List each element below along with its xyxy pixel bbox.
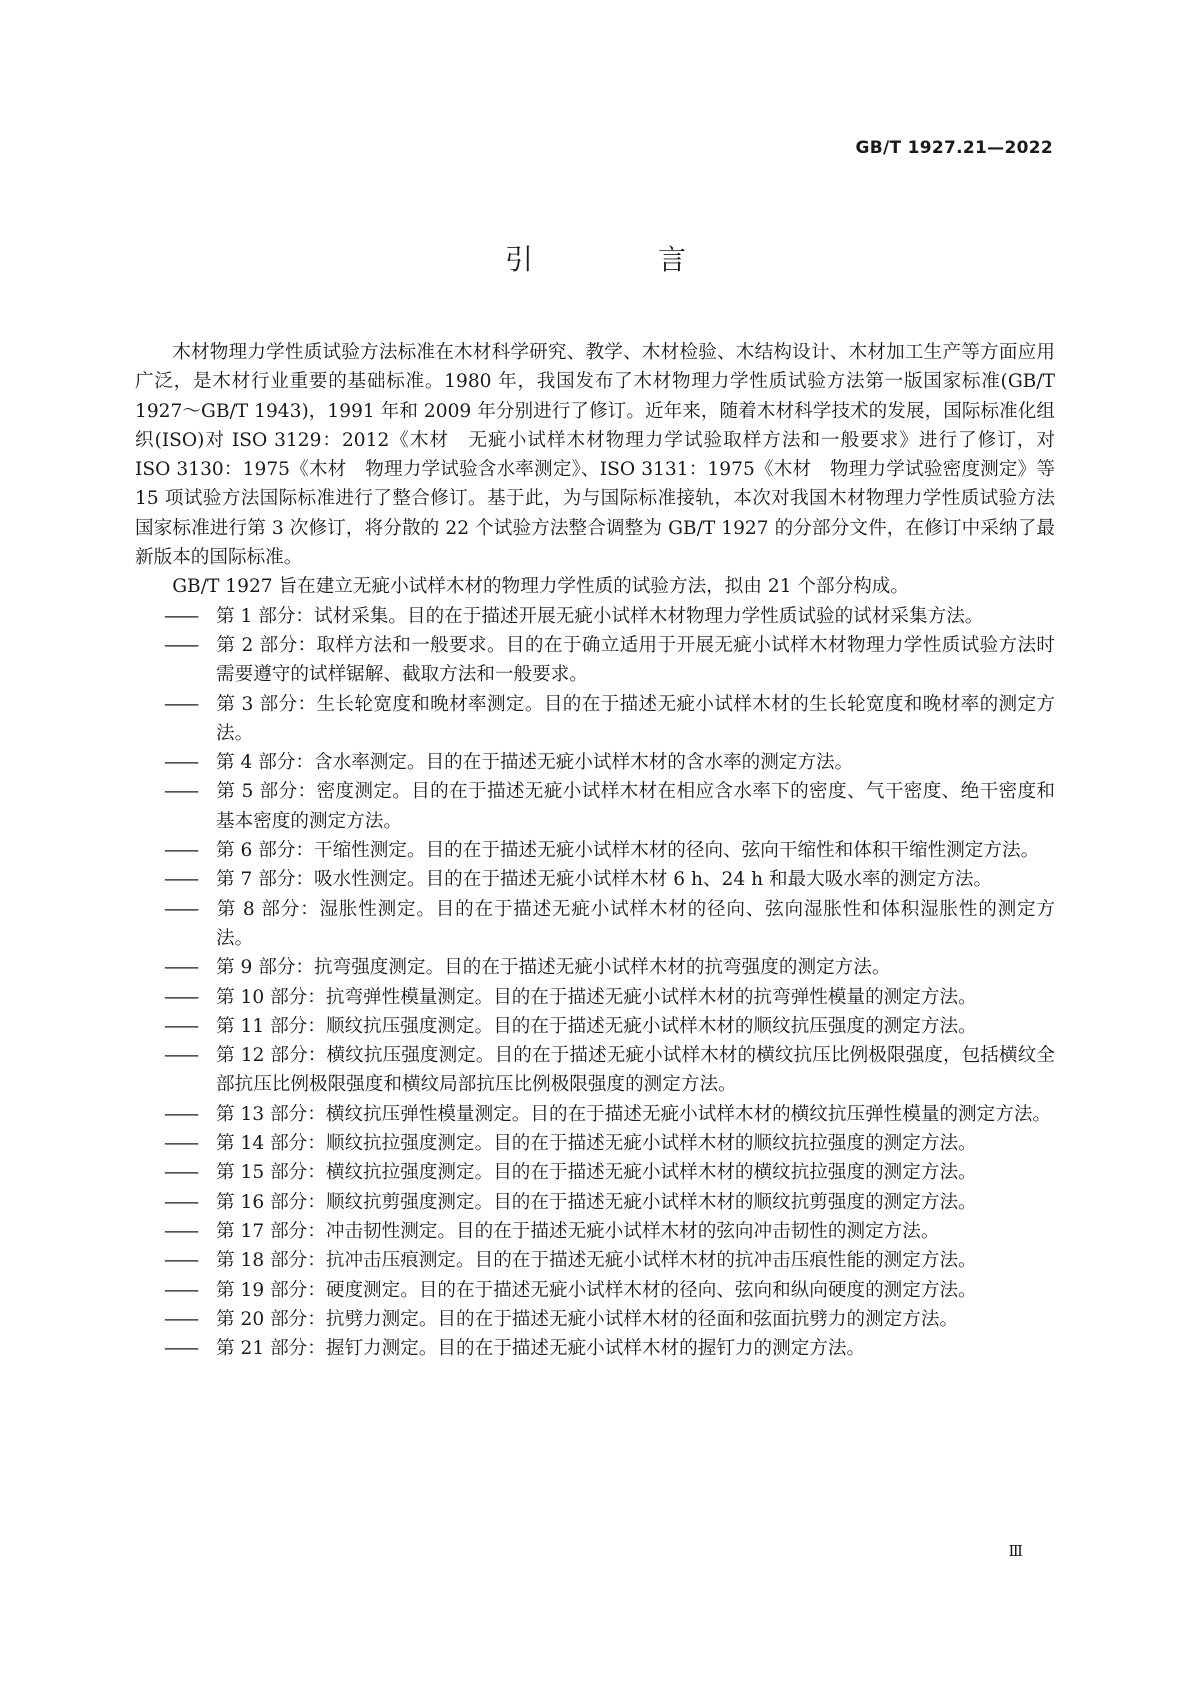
part-description: 第 1 部分：试材采集。目的在于描述开展无疵小试样木材物理力学性质试验的试材采集方法。: [216, 605, 984, 627]
list-item: [135, 865, 1055, 894]
list-dash: ——: [164, 605, 198, 627]
list-dash: ——: [164, 634, 198, 656]
list-item: [135, 631, 1055, 690]
list-item: [135, 1305, 1055, 1334]
page-title: 引 言: [505, 243, 744, 276]
part-description: 第 8 部分：湿胀性测定。目的在于描述无疵小试样木材的径向、弦向湿胀性和体积湿胀性的测定方法。: [216, 898, 1055, 949]
standard-code: GB/T 1927.21—2022: [855, 138, 1053, 158]
part-description: 第 17 部分：冲击韧性测定。目的在于描述无疵小试样木材的弦向冲击韧性的测定方法。: [216, 1220, 940, 1242]
part-description: 第 2 部分：取样方法和一般要求。目的在于确立适用于开展无疵小试样木材物理力学性质试验方法时需要遵守的试样锯解、截取方法和一般要求。: [216, 634, 1055, 686]
list-item: [135, 690, 1055, 749]
intro-paragraph: 木材物理力学性质试验方法标准在木材科学研究、教学、木材检验、木结构设计、木材加工生产等方面应用广泛，是木材行业重要的基础标准。1980 年，我国发布了木材物理力学性质试验方法第一版国家标准(GB/T 1927～GB/T 1943)，1991 年和 2009 年分别进行了修订。近年来，随着木材科学技术的发展，国际标准化组织(ISO)对 ISO 3129：2012《木材 无疵小试样木材物理力学试验取样方法和一般要求》进行了修订，对 ISO 3130：1975《木材 物理力学试验含水率测定》、ISO 3131：1975《木材 物理力学试验密度测定》等 15 项试验方法国际标准进行了整合修订。基于此，为与国际标准接轨，本次对我国木材物理力学性质试验方法国家标准进行第 3 次修订，将分散的 22 个试验方法整合调整为 GB/T 1927 的分部分文件，在修订中采纳了最新版本的国际标准。: [135, 342, 1055, 569]
list-item: [135, 777, 1055, 836]
part-description: 第 12 部分：横纹抗压强度测定。目的在于描述无疵小试样木材的横纹抗压比例极限强度，包括横纹全部抗压比例极限强度和横纹局部抗压比例极限强度的测定方法。: [216, 1045, 1055, 1096]
list-item: [135, 1217, 1055, 1246]
list-dash: ——: [164, 1045, 198, 1067]
list-dash: ——: [164, 869, 198, 891]
part-description: 第 20 部分：抗劈力测定。目的在于描述无疵小试样木材的径面和弦面抗劈力的测定方法。: [216, 1308, 959, 1330]
list-item: [135, 1188, 1055, 1217]
list-item: [135, 602, 1055, 631]
list-dash: ——: [164, 840, 198, 862]
part-description: 第 5 部分：密度测定。目的在于描述无疵小试样木材在相应含水率下的密度、气干密度、绝干密度和基本密度的测定方法。: [216, 781, 1055, 832]
list-dash: ——: [164, 1279, 198, 1301]
list-item: [135, 1158, 1055, 1187]
part-description: 第 6 部分：干缩性测定。目的在于描述无疵小试样木材的径向、弦向干缩性和体积干缩性测定方法。: [216, 840, 1040, 862]
list-item: [135, 748, 1055, 777]
list-dash: ——: [164, 1220, 198, 1242]
document-body: [135, 338, 1055, 1363]
part-description: 第 13 部分：横纹抗压弹性模量测定。目的在于描述无疵小试样木材的横纹抗压弹性模量的测定方法。: [216, 1103, 1052, 1125]
list-dash: ——: [164, 1103, 198, 1125]
part-description: 第 3 部分：生长轮宽度和晚材率测定。目的在于描述无疵小试样木材的生长轮宽度和晚材率的测定方法。: [216, 693, 1055, 744]
list-dash: ——: [164, 957, 198, 979]
list-item: [135, 1129, 1055, 1158]
list-dash: ——: [164, 986, 198, 1008]
part-description: 第 21 部分：握钉力测定。目的在于描述无疵小试样木材的握钉力的测定方法。: [216, 1338, 866, 1360]
list-dash: ——: [164, 1191, 198, 1213]
list-item: [135, 895, 1055, 954]
page-number: Ⅲ: [1008, 1542, 1023, 1560]
list-dash: ——: [164, 1133, 198, 1155]
part-description: 第 10 部分：抗弯弹性模量测定。目的在于描述无疵小试样木材的抗弯弹性模量的测定方法。: [216, 986, 977, 1008]
list-item: [135, 983, 1055, 1012]
structure-statement: GB/T 1927 旨在建立无疵小试样木材的物理力学性质的试验方法，拟由 21 个部分构成。: [172, 576, 909, 598]
list-dash: ——: [164, 1250, 198, 1272]
list-dash: ——: [164, 1308, 198, 1330]
part-description: 第 19 部分：硬度测定。目的在于描述无疵小试样木材的径向、弦向和纵向硬度的测定方法。: [216, 1279, 977, 1301]
list-item: [135, 1100, 1055, 1129]
list-dash: ——: [164, 1162, 198, 1184]
list-item: [135, 1041, 1055, 1100]
list-dash: ——: [164, 693, 198, 715]
part-description: 第 15 部分：横纹抗拉强度测定。目的在于描述无疵小试样木材的横纹抗拉强度的测定方法。: [216, 1162, 977, 1184]
part-description: 第 7 部分：吸水性测定。目的在于描述无疵小试样木材 6 h、24 h 和最大吸水率的测定方法。: [216, 869, 993, 891]
part-description: 第 9 部分：抗弯强度测定。目的在于描述无疵小试样木材的抗弯强度的测定方法。: [216, 957, 891, 979]
part-description: 第 11 部分：顺纹抗压强度测定。目的在于描述无疵小试样木材的顺纹抗压强度的测定方法。: [216, 1015, 977, 1037]
part-description: 第 14 部分：顺纹抗拉强度测定。目的在于描述无疵小试样木材的顺纹抗拉强度的测定方法。: [216, 1133, 977, 1155]
list-dash: ——: [164, 752, 198, 774]
list-item: [135, 1334, 1055, 1363]
part-description: 第 16 部分：顺纹抗剪强度测定。目的在于描述无疵小试样木材的顺纹抗剪强度的测定方法。: [216, 1191, 977, 1213]
list-dash: ——: [164, 898, 198, 920]
list-dash: ——: [164, 1015, 198, 1037]
list-dash: ——: [164, 781, 198, 803]
list-item: [135, 1276, 1055, 1305]
part-description: 第 18 部分：抗冲击压痕测定。目的在于描述无疵小试样木材的抗冲击压痕性能的测定方法。: [216, 1250, 977, 1272]
list-item: [135, 1012, 1055, 1041]
parts-list: [135, 602, 1055, 1364]
list-dash: ——: [164, 1338, 198, 1360]
list-item: [135, 836, 1055, 865]
list-item: [135, 1246, 1055, 1275]
part-description: 第 4 部分：含水率测定。目的在于描述无疵小试样木材的含水率的测定方法。: [216, 752, 854, 774]
list-item: [135, 953, 1055, 982]
